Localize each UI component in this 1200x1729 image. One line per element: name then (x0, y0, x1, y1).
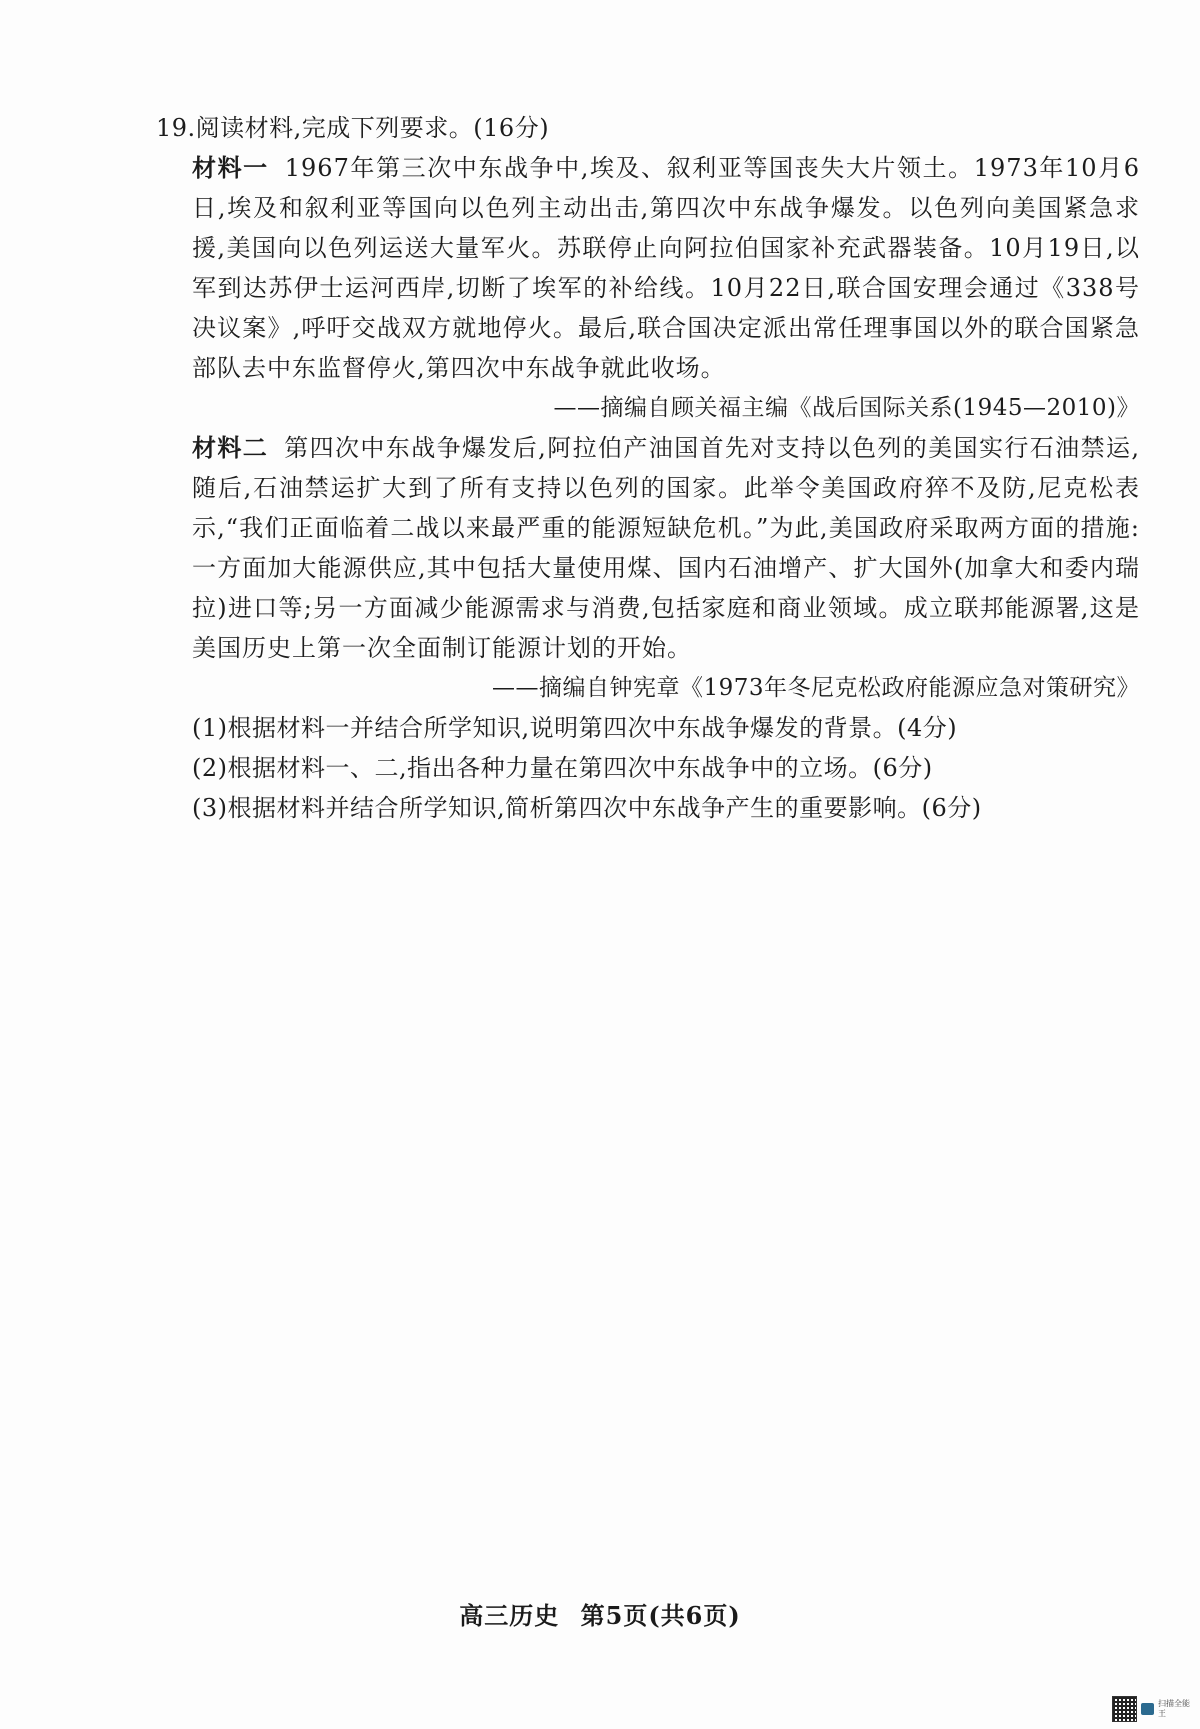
scanner-watermark-text: 扫描全能王 (1158, 1699, 1191, 1718)
material-one-label: 材料一 (192, 153, 269, 182)
sub-question-3: (3)根据材料并结合所学知识,简析第四次中东战争产生的重要影响。(6分) (192, 794, 982, 822)
material-two-text: 第四次中东战争爆发后,阿拉伯产油国首先对支持以色列的美国实行石油禁运,随后,石油禁运扩大到了所有支持以色列的国家。此举令美国政府猝不及防,尼克松表示,“我们正面临着二战以来最严重的能源短缺危机。”为此,美国政府采取两方面的措施:一方面加大能源供应,其中包括大量使用煤、国内石油增产、扩大国外(加拿大和委内瑞拉)进口等;另一方面减少能源需求与消费,包括家庭和商业领域。成立联邦能源署,这是美国历史上第一次全面制订能源计划的开始。 (192, 434, 1140, 662)
material-one-text: 1967年第三次中东战争中,埃及、叙利亚等国丧失大片领土。1973年10月6日,埃及和叙利亚等国向以色列主动出击,第四次中东战争爆发。以色列向美国紧急求援,美国向以色列运送大量军火。苏联停止向阿拉伯国家补充武器装备。10月19日,以军到达苏伊士运河西岸,切断了埃军的补给线。10月22日,联合国安理会通过《338号决议案》,呼吁交战双方就地停火。最后,联合国决定派出常任理事国以外的联合国紧急部队去中东监督停火,第四次中东战争就此收场。 (192, 154, 1140, 382)
scanner-logo-icon (1141, 1703, 1154, 1715)
material-two (192, 428, 1140, 668)
material-one-source: ——摘编自顾关福主编《战后国际关系(1945—2010)》 (553, 395, 1140, 421)
footer-page-number: 第5页(共6页) (580, 1601, 741, 1630)
sub-question-1: (1)根据材料一并结合所学知识,说明第四次中东战争爆发的背景。(4分) (192, 714, 958, 742)
page-footer (0, 1596, 1200, 1631)
scanner-watermark (1112, 1694, 1196, 1724)
qr-code-icon (1112, 1696, 1137, 1722)
material-two-source: ——摘编自钟宪章《1973年冬尼克松政府能源应急对策研究》 (491, 675, 1140, 701)
material-two-label: 材料二 (192, 433, 269, 462)
question-title: 19.阅读材料,完成下列要求。(16分) (156, 114, 550, 142)
sub-question-2: (2)根据材料一、二,指出各种力量在第四次中东战争中的立场。(6分) (192, 754, 933, 782)
question-block (156, 108, 1140, 828)
material-one (192, 148, 1140, 388)
footer-subject: 高三历史 (459, 1601, 560, 1630)
